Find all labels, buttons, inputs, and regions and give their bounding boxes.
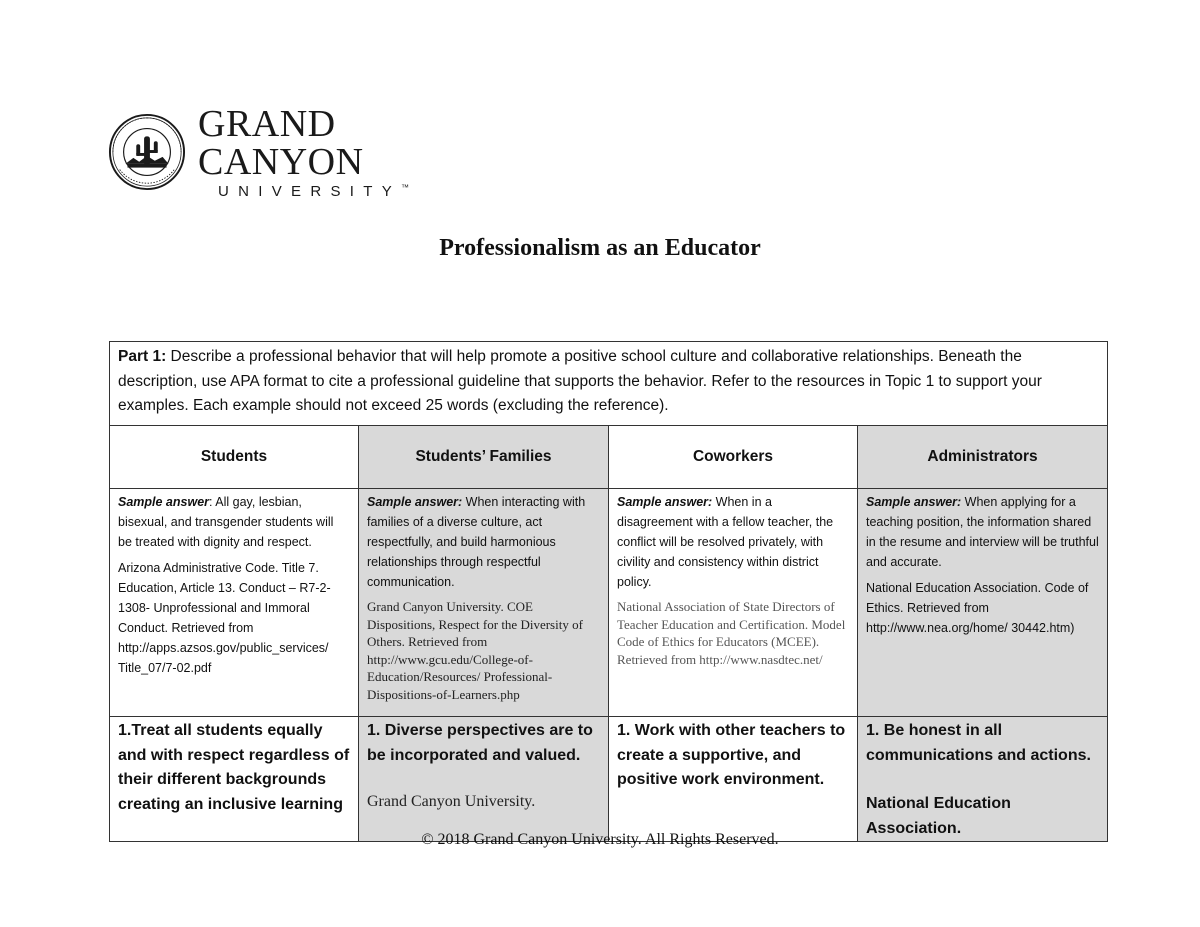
answer-text: 1. Be honest in all communications and actions. [866,722,1091,764]
answer-reference: Grand Canyon University. [367,793,536,810]
sample-cell-students [110,489,359,717]
header-row [110,426,1108,489]
instructions-row [110,342,1108,426]
column-header-students: Students [110,426,359,489]
sample-citation: Arizona Administrative Code. Title 7. Education, Article 13. Conduct – R7-2-1308- Unprofessional and Immoral Conduct. Retrieved from http://apps.azsos.gov/public_services/ Title_07/7-02.pdf [118,561,331,675]
sample-answer: Sample answer: When interacting with families of a diverse culture, act respectfully, and build harmonious relationships through respectful communication. [367,495,586,589]
assignment-table [109,341,1108,842]
sample-answer: Sample answer: When applying for a teaching position, the information shared in the resume and interview will be truthful and accurate. [866,495,1099,569]
sample-cell-coworkers [609,489,858,717]
column-header-administrators: Administrators [858,426,1108,489]
copyright-footer: © 2018 Grand Canyon University. All Rights Reserved. [421,831,779,848]
instructions-text: Describe a professional behavior that will help promote a positive school culture and collaborative relationships. Beneath the description, use APA format to cite a professional guideline that supports the behavior. Refer to the resources in Topic 1 to support your examples. Each example should not exceed 25 words (excluding the reference). [118,348,1042,414]
answer-text: 1. Work with other teachers to create a supportive, and positive work environment. [617,722,846,788]
answer-cell-families [359,717,609,842]
instructions-cell [110,342,1108,426]
sample-citation: National Education Association. Code of Ethics. Retrieved from http://www.nea.org/home/ 30442.htm) [866,581,1089,635]
answer-cell-administrators [858,717,1108,842]
sample-citation: National Association of State Directors of Teacher Education and Certification. Model Code of Ethics for Educators (MCEE). Retrieved from http://www.nasdtec.net/ [617,599,846,667]
sample-cell-administrators [858,489,1108,717]
answer-cell-students [110,717,359,842]
answer-text: 1.Treat all students equally and with respect regardless of their different backgrounds creating an inclusive learning [118,722,350,813]
sample-answer: Sample answer: When in a disagreement with a fellow teacher, the conflict will be resolved privately, with civility and consistency within district policy. [617,495,834,589]
university-seal-icon [108,113,186,191]
answer-row [110,717,1108,842]
answer-text: 1. Diverse perspectives are to be incorporated and valued. [367,722,593,764]
answer-cell-coworkers [609,717,858,842]
sample-citation: Grand Canyon University. COE Dispositions, Respect for the Diversity of Others. Retrieved from http://www.gcu.edu/College-of-Education/Resources/ Professional-Dispositions-of-Learners.php [367,599,583,702]
answer-reference: National Education Association. [866,795,1011,837]
logo-wordmark: GRAND CANYON [198,102,364,183]
page-title: Professionalism as an Educator [439,235,761,261]
gcu-logo [108,102,488,200]
sample-row [110,489,1108,717]
column-header-coworkers: Coworkers [609,426,858,489]
column-header-families: Students’ Families [359,426,609,489]
sample-answer: Sample answer: All gay, lesbian, bisexual, and transgender students will be treated with dignity and respect. [118,495,334,549]
logo-subtitle: UNIVERSITY™ [218,182,410,200]
part-label: Part 1: [118,348,167,365]
sample-cell-families [359,489,609,717]
